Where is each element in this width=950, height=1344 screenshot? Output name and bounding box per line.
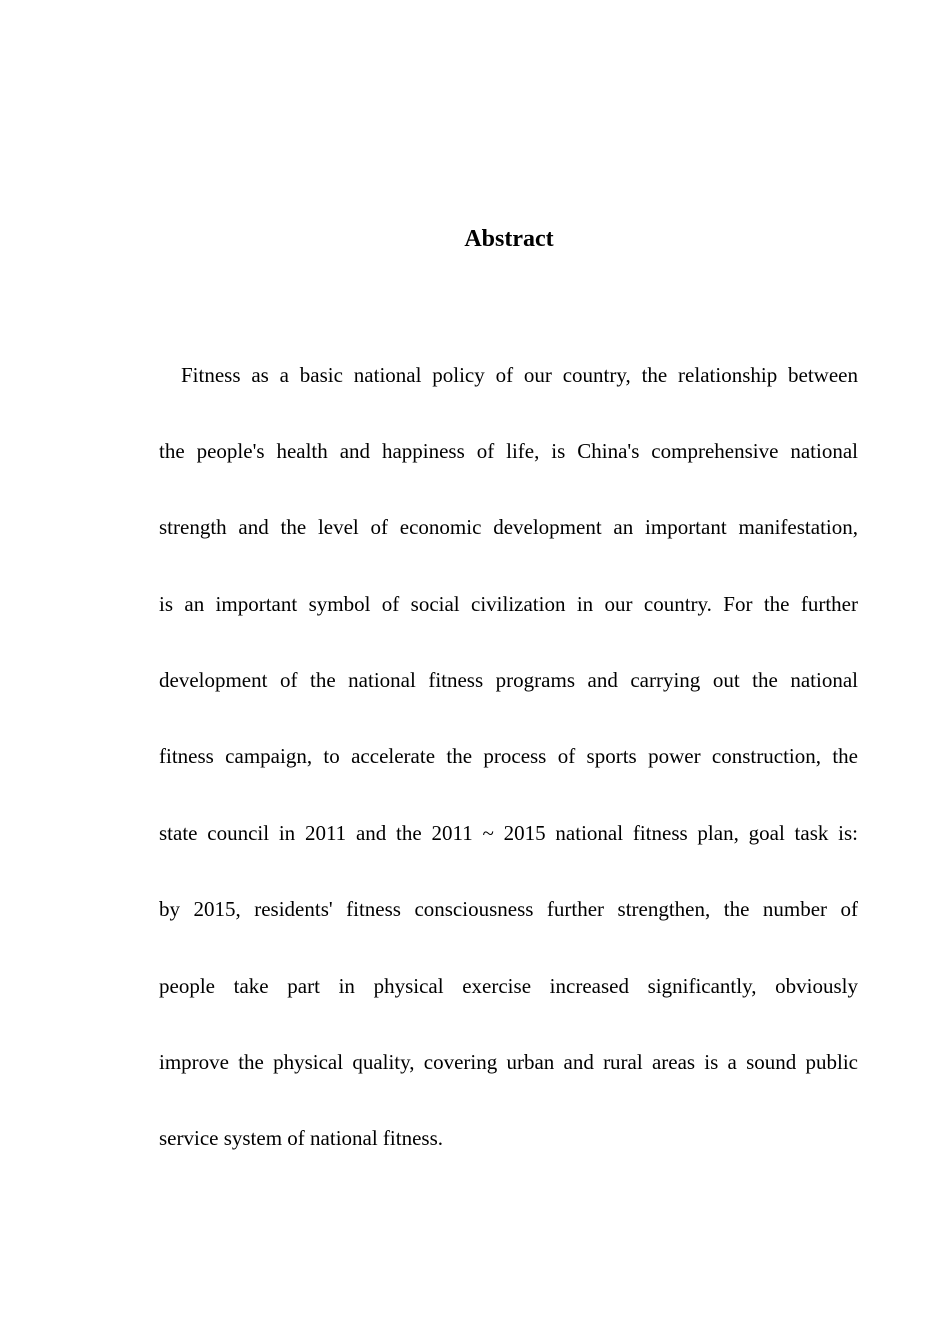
abstract-line-11: service system of national fitness. [159, 1126, 444, 1150]
abstract-line-5: development of the national fitness programs and carrying out the national [159, 668, 858, 692]
abstract-line-9: people take part in physical exercise increased significantly, obviously [159, 974, 858, 998]
abstract-line-7: state council in 2011 and the 2011 ~ 2015 national fitness plan, goal task is: [159, 821, 858, 845]
abstract-line-6: fitness campaign, to accelerate the process of sports power construction, the [159, 744, 858, 768]
abstract-line-3: strength and the level of economic development an important manifestation, [159, 515, 858, 539]
abstract-line-8: by 2015, residents' fitness consciousness further strengthen, the number of [159, 897, 858, 921]
page-title: Abstract [464, 226, 554, 252]
abstract-line-1: Fitness as a basic national policy of our country, the relationship between [181, 363, 858, 387]
abstract-line-10: improve the physical quality, covering urban and rural areas is a sound public [159, 1050, 858, 1074]
abstract-line-2: the people's health and happiness of life, is China's comprehensive national [159, 439, 858, 463]
abstract-line-4: is an important symbol of social civilization in our country. For the further [159, 592, 858, 616]
